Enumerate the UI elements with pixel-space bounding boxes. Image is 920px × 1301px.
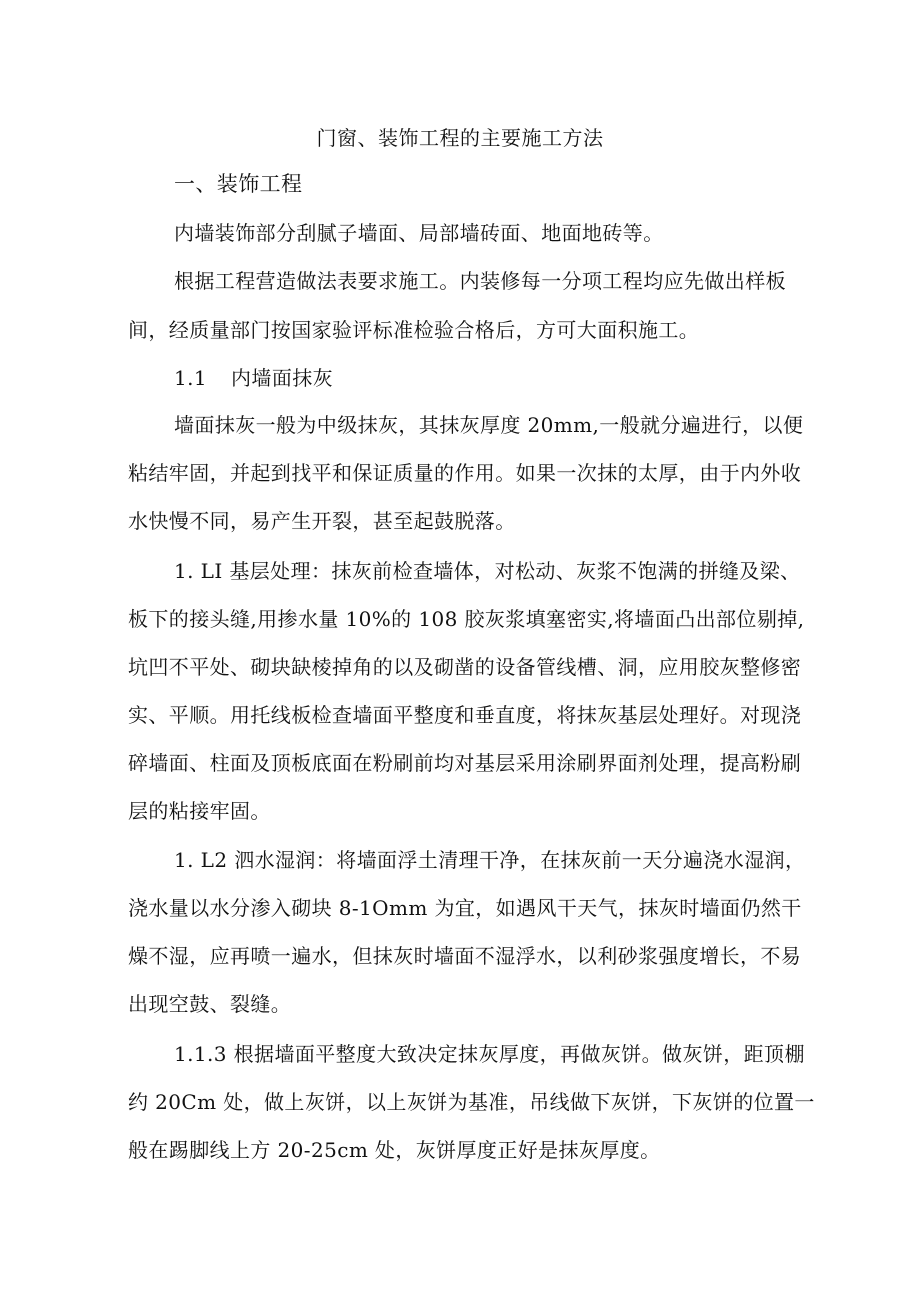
paragraph-line: 根据工程营造做法表要求施工。内装修每一分项工程均应先做出样板	[174, 269, 786, 293]
paragraph-line: 碎墙面、柱面及顶板底面在粉刷前均对基层采用涂刷界面剂处理，提高粉刷	[128, 751, 802, 775]
subsection-number: 1.1	[174, 366, 208, 390]
paragraph-line: 约 20Cm 处，做上灰饼，以上灰饼为基准，吊线做下灰饼，下灰饼的位置一	[128, 1090, 815, 1114]
paragraph-line: 板下的接头缝,用掺水量 10%的 108 胶灰浆填塞密实,将墙面凸出部位剔掉,	[128, 607, 805, 631]
paragraph-line: 间，经质量部门按国家验评标准检验合格后，方可大面积施工。	[128, 318, 700, 342]
paragraph-line: 1. L2 泗水湿润：将墙面浮土清理干净，在抹灰前一天分遍浇水湿润，	[174, 848, 806, 872]
subsection-title: 内墙面抹灰	[231, 366, 334, 390]
document-title: 门窗、装饰工程的主要施工方法	[316, 126, 604, 150]
paragraph-line: 坑凹不平处、砌块缺棱掉角的以及砌凿的设备管线槽、洞，应用胶灰整修密	[128, 655, 802, 679]
paragraph-line: 燥不湿，应再喷一遍水，但抹灰时墙面不湿浮水，以利砂浆强度增长，不易	[128, 944, 802, 968]
paragraph-line: 浇水量以水分渗入砌块 8-1Omm 为宜，如遇风干天气，抹灰时墙面仍然干	[128, 896, 802, 920]
paragraph-line: 1. LI 基层处理：抹灰前检查墙体，对松动、灰浆不饱满的拼缝及梁、	[174, 559, 801, 583]
paragraph-line: 层的粘接牢固。	[128, 799, 271, 823]
paragraph-line: 实、平顺。用托线板检查墙面平整度和垂直度，将抹灰基层处理好。对现浇	[128, 703, 802, 727]
paragraph-line: 墙面抹灰一般为中级抹灰，其抹灰厚度 20mm,一般就分遍进行，以便	[174, 413, 804, 437]
paragraph-line: 水快慢不同，易产生开裂，甚至起鼓脱落。	[128, 509, 516, 533]
paragraph-line: 1.1.3 根据墙面平整度大致决定抹灰厚度，再做灰饼。做灰饼，距顶棚	[174, 1042, 805, 1066]
paragraph-line: 出现空鼓、裂缝。	[128, 992, 292, 1016]
paragraph-line: 粘结牢固，并起到找平和保证质量的作用。如果一次抹的太厚，由于内外收	[128, 461, 802, 485]
subsection-heading	[174, 364, 333, 392]
paragraph-line: 内墙装饰部分刮腻子墙面、局部墙砖面、地面地砖等。	[174, 221, 664, 245]
section-heading: 一、装饰工程	[174, 172, 303, 196]
paragraph-line: 般在踢脚线上方 20-25cm 处，灰饼厚度正好是抹灰厚度。	[128, 1138, 661, 1162]
